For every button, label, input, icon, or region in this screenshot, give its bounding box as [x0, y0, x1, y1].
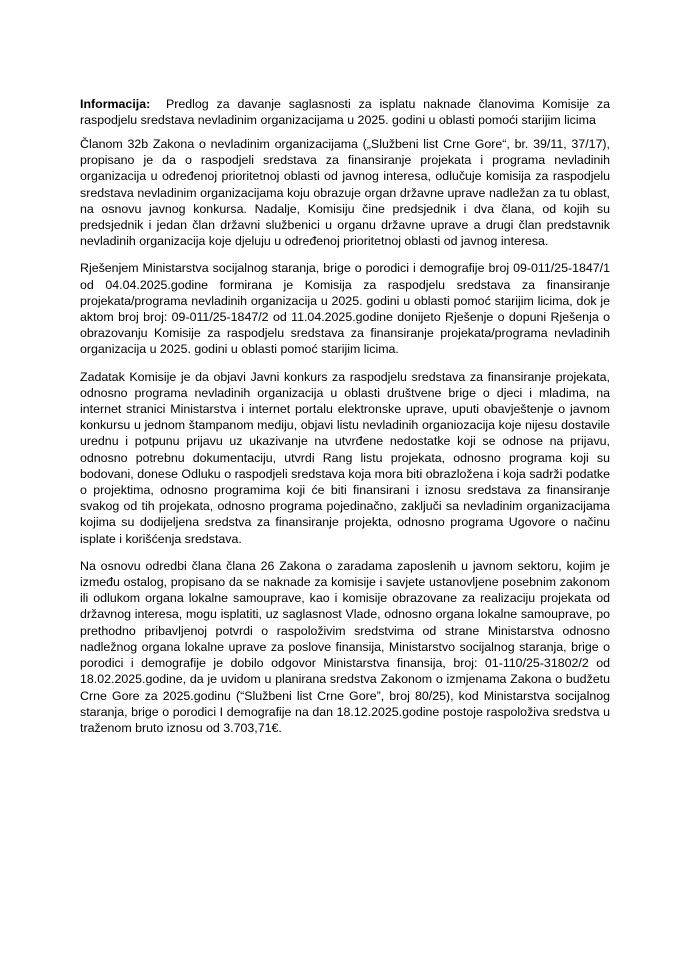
paragraph-commission-tasks: Zadatak Komisije je da objavi Javni konkurs za raspodjelu sredstava za finansiranje projekata, odnosno programa nevladinih organizacija u oblasti društvene brige o djeci i mladima, na internet stranici Ministarstva i internet portalu elektronske uprave, uputi obavještenje o javnom konkursu u jednom štampanom mediju, objavi listu nevladinih organiozacija koje nijesu dostavile urednu i potpunu prijavu uz ukazivanje na utvrđene nedostatke koji se odnose na prijavu, odnosno potrebnu dokumentaciju, utvrdi Rang listu projekata, odnosno programa koji su bodovani, donese Odluku o raspodjeli sredstava koja mora biti obrazložena i koja sadrži podatke o projektima, odnosno programima koji će biti finansirani i iznosu sredstava za finansiranje svakog od tih projekata, odnosno programa pojedinačno, zaključi sa nevladinim organizacijama kojima su dodijeljena sredstva za finansiranje projekta, odnosno programa Ugovore o načinu isplate i korišćenja sredstava.: [80, 369, 610, 546]
informacija-heading: [80, 96, 610, 128]
paragraph-legal-basis: Članom 32b Zakona o nevladinim organizacijama („Službeni list Crne Gore“, br. 39/11, 37/17), propisano je da o raspodjeli sredstava za finansiranje projekata i programa nevladinih organizacija u određenoj prioritetnoj oblasti od javnog interesa, odlučuje komisija za raspodjelu sredstava nevladinim organizacijama koju obrazuje organ državne uprave nadležan za tu oblast, na osnovu javnog konkursa. Nadalje, Komisiju čine predsjednik i dva člana, od kojih su predsjednik i jedan član državni službenici u organu državne uprave a drugi član predstavnik nevladinih organizacija koje djeluju u određenoj prioritetnoj oblasti od javnog interesa.: [80, 137, 610, 249]
document-body: [80, 96, 610, 747]
informacija-label: Informacija:: [80, 97, 151, 111]
paragraph-funding-approval: Na osnovu odredbi člana člana 26 Zakona o zaradama zaposlenih u javnom sektoru, kojim je između ostalog, propisano da se naknade za komisije i savjete ustanovljene posebnim zakonom ili odlukom organa lokalne samouprave, kao i komisije obrazovane za realizaciju projekata od državnog interesa, mogu isplatiti, uz saglasnost Vlade, odnosno organa lokalne samouprave, po prethodno pribavljenoj potvrdi o raspoloživim sredstvima od strane Ministarstva odnosno nadležnog organa lokalne uprave za poslove finansija, Ministarstvo socijalnog staranja, brige o porodici i demografije je dobilo odgovor Ministarstva finansija, broj: 01-110/25-31802/2 od 18.02.2025.godine, da je uvidom u planirana sredstva Zakonom o izmjenama Zakona o budžetu Crne Gore za 2025.godinu (“Službeni list Crne Gore”, broj 80/25), kod Ministarstva socijalnog staranja, brige o porodici I demografije na dan 18.12.2025.godine postoje raspoloživa sredstva u traženom bruto iznosu od 3.703,71€.: [80, 558, 610, 735]
informacija-text: Predlog za davanje saglasnosti za isplatu naknade članovima Komisije za raspodjelu sredstava nevladinim organizacijama u 2025. godini u oblasti pomoći starijim licima: [80, 97, 610, 127]
paragraph-commission-formation: Rješenjem Ministarstva socijalnog staranja, brige o porodici i demografije broj 09-011/25-1847/1 od 04.04.2025.godine formirana je Komisija za raspodjelu sredstava za finansiranje projekata/programa nevladinih organizacija u 2025. godini u oblasti pomoć starijim licima, dok je aktom broj broj: 09-011/25-1847/2 od 11.04.2025.godine donijeto Rješenje o dopuni Rješenja o obrazovanju Komisije za raspodjelu sredstava za finansiranje projekata/programa nevladinih organizacija u 2025. godini u oblasti pomoć starijim licima.: [80, 261, 610, 357]
